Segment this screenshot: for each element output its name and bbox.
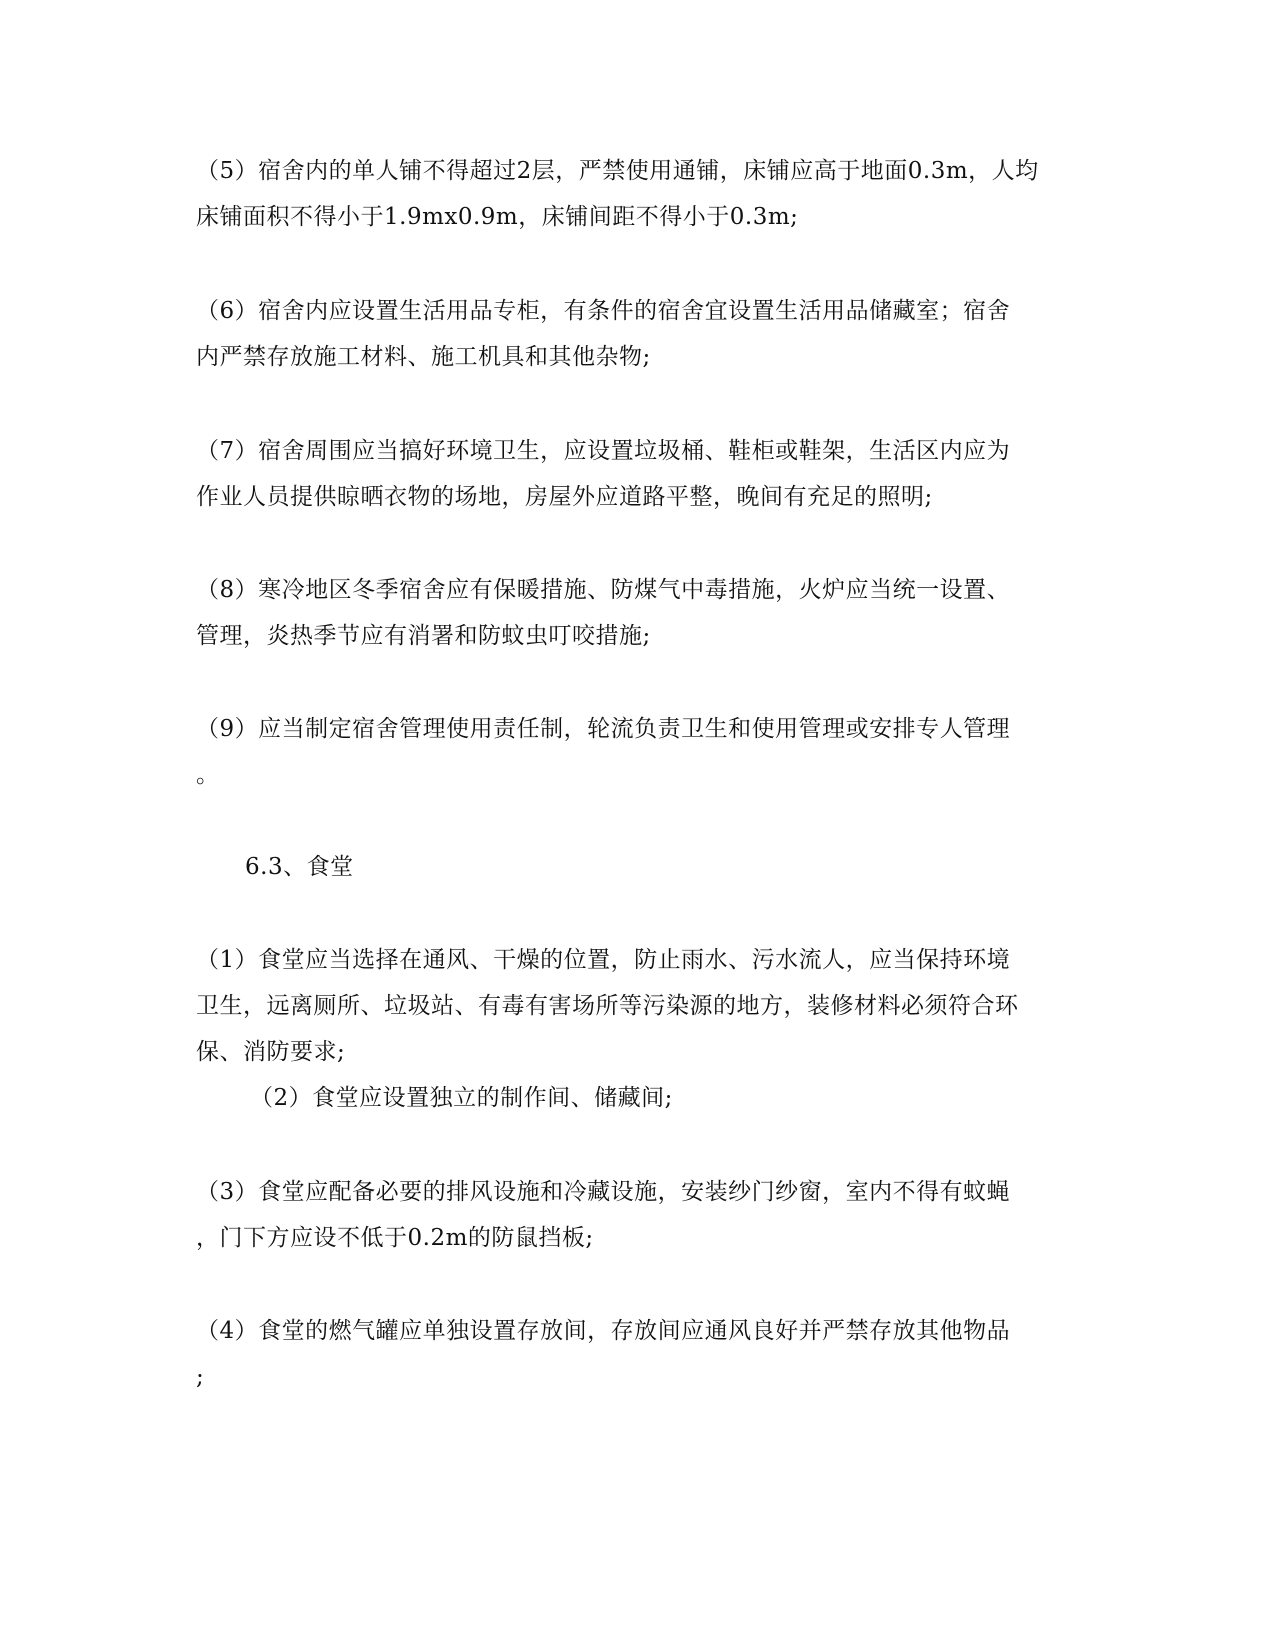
paragraph-5-line-1: （5）宿舍内的单人铺不得超过2层，严禁使用通铺，床铺应高于地面0.3m，人均 — [196, 158, 1039, 184]
paragraph-7-line-1: （7）宿舍周围应当搞好环境卫生，应设置垃圾桶、鞋柜或鞋架，生活区内应为 — [196, 438, 1011, 464]
paragraph-6-line-2: 内严禁存放施工材料、施工机具和其他杂物; — [196, 344, 651, 370]
canteen-3-line-1: （3）食堂应配备必要的排风设施和冷藏设施，安装纱门纱窗，室内不得有蚊蝇 — [196, 1179, 1011, 1205]
paragraph-8-line-2: 管理，炎热季节应有消署和防蚊虫叮咬措施; — [196, 623, 651, 649]
paragraph-7-line-2: 作业人员提供晾晒衣物的场地，房屋外应道路平整，晚间有充足的照明; — [196, 484, 933, 510]
canteen-4-line-1: （4）食堂的燃气罐应单独设置存放间，存放间应通风良好并严禁存放其他物品 — [196, 1318, 1011, 1344]
canteen-2-line-1: （2）食堂应设置独立的制作间、储藏间; — [250, 1085, 673, 1111]
paragraph-8-line-1: （8）寒冷地区冬季宿舍应有保暖措施、防煤气中毒措施，火炉应当统一设置、 — [196, 577, 1011, 603]
canteen-1-line-2: 卫生，远离厕所、垃圾站、有毒有害场所等污染源的地方，装修材料必须符合环 — [196, 993, 1019, 1019]
paragraph-9-line-1: （9）应当制定宿舍管理使用责任制，轮流负责卫生和使用管理或安排专人管理 — [196, 716, 1011, 742]
section-heading-canteen: 6.3、食堂 — [245, 854, 354, 880]
paragraph-9-line-2: 。 — [196, 762, 220, 788]
paragraph-5-line-2: 床铺面积不得小于1.9mx0.9m，床铺间距不得小于0.3m; — [196, 204, 799, 230]
canteen-3-line-2: ，门下方应设不低于0.2m的防鼠挡板; — [196, 1225, 594, 1251]
canteen-1-line-3: 保、消防要求; — [196, 1039, 346, 1065]
paragraph-6-line-1: （6）宿舍内应设置生活用品专柜，有条件的宿舍宜设置生活用品储藏室；宿舍 — [196, 298, 1011, 324]
canteen-1-line-1: （1）食堂应当选择在通风、干燥的位置，防止雨水、污水流人，应当保持环境 — [196, 947, 1011, 973]
canteen-4-line-2: ; — [196, 1364, 205, 1390]
